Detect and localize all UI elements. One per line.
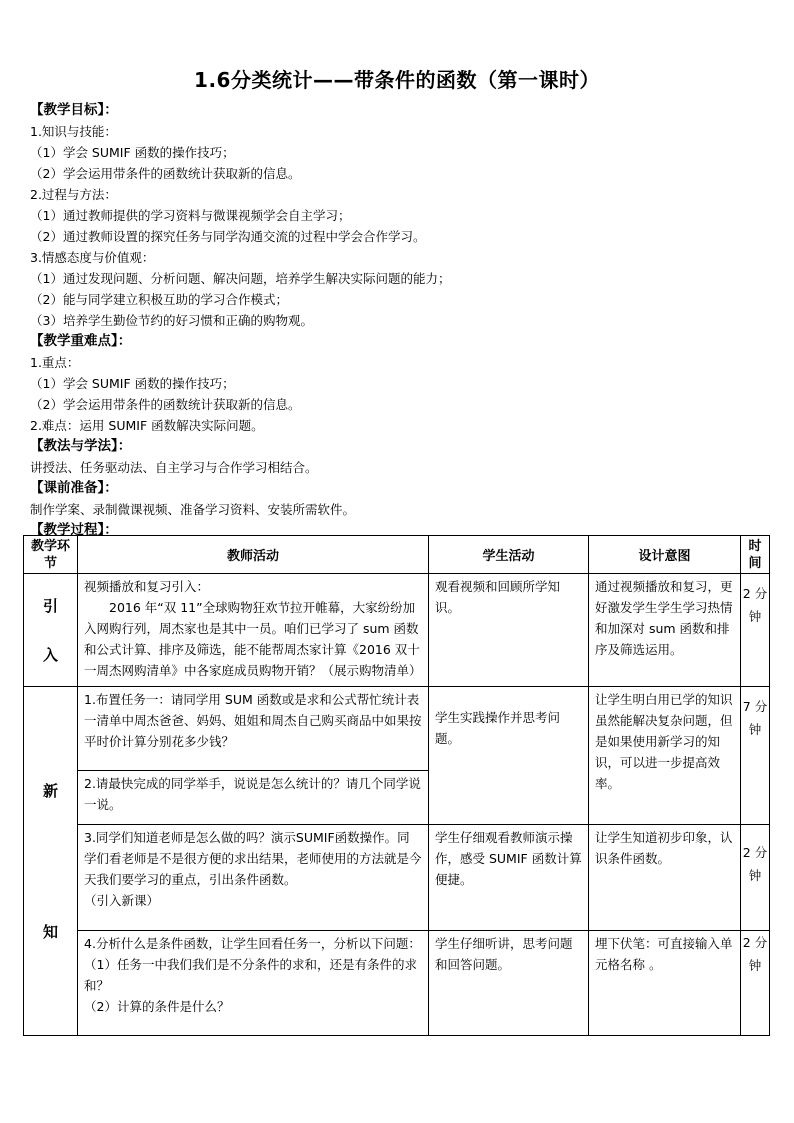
student-activity-text: 观看视频和回顾所学知识。 — [435, 579, 561, 615]
teacher-activity-text: 4.分析什么是条件函数，让学生回看任务一，分析以下问题： — [84, 936, 421, 951]
teacher-activity-text: 2016 年“双 11”全球购物狂欢节拉开帷幕，大家纷纷加入网购行列，周杰家也是其中一员。咱们已学习了 sum 函数和公式计算、排序及筛选，能不能帮周杰家计算《2016 双十一周杰网购清单》中各家庭成员购物开销？（展示购物清单） — [84, 600, 422, 678]
key-points-line: （2）学会运用带条件的函数统计获取新的信息。 — [30, 397, 301, 412]
teacher-activity-text: 1.布置任务一：请同学用 SUM 函数或是求和公式帮忙统计表一清单中周杰爸爸、妈妈、姐姐和周杰自己购买商品中如果按平时价计算分别花多少钱？ — [84, 692, 422, 749]
teacher-activity-text: 3.同学们知道老师是怎么做的吗？演示SUMIF函数操作。同学们看老师是不是很方便的求出结果，老师使用的方法就是今天我们要学习的重点，引出条件函数。 — [84, 830, 422, 887]
teacher-activity — [78, 687, 429, 771]
student-activity — [429, 574, 589, 687]
stage-new-knowledge — [24, 687, 78, 1036]
column-header-student: 学生活动 — [429, 536, 589, 574]
teacher-activity — [78, 771, 429, 825]
time — [741, 931, 770, 1036]
teacher-activity — [78, 825, 429, 931]
key-points-line: 1.重点： — [30, 355, 80, 370]
table-header-row — [24, 536, 770, 574]
column-header-intent: 设计意图 — [589, 536, 741, 574]
time-text: 7 分钟 — [742, 699, 768, 737]
teacher-activity-text: （引入新课） — [84, 893, 160, 908]
time — [741, 825, 770, 931]
design-intent-text: 通过视频播放和复习，更好激发学生学生学习热情和加深对 sum 函数和排序及筛选运用。 — [595, 579, 733, 657]
teacher-activity-text: 2.请最快完成的同学举手，说说是怎么统计的？请几个同学说一说。 — [84, 776, 421, 812]
design-intent-text: 埋下伏笔：可直接输入单元格名称 。 — [595, 936, 733, 972]
preparation-heading: 【课前准备】： — [30, 480, 118, 496]
table-row — [24, 687, 770, 771]
methods-heading: 【教法与学法】： — [30, 438, 132, 454]
teacher-activity-text: （1）任务一中我们我们是不分条件的求和，还是有条件的求和？ — [84, 957, 417, 993]
teacher-activity-title: 视频播放和复习引入： — [84, 579, 210, 594]
preparation-text: 制作学案、录制微课视频、准备学习资料、安装所需软件。 — [30, 502, 356, 517]
objectives-line: （2）通过教师设置的探究任务与同学沟通交流的过程中学会合作学习。 — [30, 229, 426, 244]
teacher-activity-text: （2）计算的条件是什么？ — [84, 999, 230, 1014]
design-intent-text: 让学生明白用已学的知识虽然能解决复杂问题，但是如果使用新学习的知识，可以进一步提高效率。 — [595, 692, 733, 791]
student-activity-text: 学生仔细观看教师演示操作，感受 SUMIF 函数计算便捷。 — [435, 830, 582, 887]
stage-label: 新 — [42, 782, 58, 800]
student-activity-text: 学生仔细听讲，思考问题和回答问题。 — [435, 936, 573, 972]
column-header-time: 时间 — [741, 536, 770, 574]
time — [741, 574, 770, 687]
stage-label: 入 — [42, 646, 58, 664]
process-heading: 【教学过程】： — [30, 522, 118, 538]
table-row — [24, 931, 770, 1036]
table-row — [24, 574, 770, 687]
page-title: 1.6分类统计——带条件的函数（第一课时） — [194, 68, 600, 92]
objectives-line: （3）培养学生勤俭节约的好习惯和正确的购物观。 — [30, 313, 313, 328]
stage-label: 引 — [42, 597, 58, 615]
methods-text: 讲授法、任务驱动法、自主学习与合作学习相结合。 — [30, 460, 318, 475]
time-text: 2 分钟 — [742, 935, 768, 973]
teacher-activity — [78, 574, 429, 687]
table-row — [24, 825, 770, 931]
key-points-line: （1）学会 SUMIF 函数的操作技巧； — [30, 376, 235, 391]
time-text: 2 分钟 — [742, 586, 768, 624]
teacher-activity — [78, 931, 429, 1036]
objectives-line: 3.情感态度与价值观： — [30, 250, 155, 265]
student-activity — [429, 687, 589, 825]
design-intent — [589, 687, 741, 825]
time — [741, 687, 770, 825]
objectives-line: 1.知识与技能： — [30, 124, 117, 139]
key-points-line: 2.难点：运用 SUMIF 函数解决实际问题。 — [30, 418, 264, 433]
teaching-process-table — [23, 535, 770, 1036]
objectives-line: （2）能与同学建立积极互助的学习合作模式； — [30, 292, 288, 307]
objectives-heading: 【教学目标】： — [30, 102, 118, 118]
objectives-line: （1）通过教师提供的学习资料与微课视频学会自主学习； — [30, 208, 351, 223]
design-intent — [589, 574, 741, 687]
design-intent — [589, 931, 741, 1036]
objectives-line: （1）通过发现问题、分析问题、解决问题，培养学生解决实际问题的能力； — [30, 271, 451, 286]
stage-intro — [24, 574, 78, 687]
document-body — [30, 100, 770, 541]
stage-label: 知 — [42, 923, 58, 941]
design-intent-text: 让学生知道初步印象，认识条件函数。 — [595, 830, 733, 866]
column-header-stage: 教学环节 — [24, 536, 78, 574]
key-points-heading: 【教学重难点】： — [30, 333, 132, 349]
design-intent — [589, 825, 741, 931]
student-activity-text: 学生实践操作并思考问题。 — [435, 710, 561, 746]
objectives-line: （2）学会运用带条件的函数统计获取新的信息。 — [30, 166, 301, 181]
student-activity — [429, 931, 589, 1036]
objectives-line: （1）学会 SUMIF 函数的操作技巧； — [30, 145, 235, 160]
time-text: 2 分钟 — [742, 845, 768, 883]
column-header-teacher: 教师活动 — [78, 536, 429, 574]
student-activity — [429, 825, 589, 931]
objectives-line: 2.过程与方法： — [30, 187, 117, 202]
